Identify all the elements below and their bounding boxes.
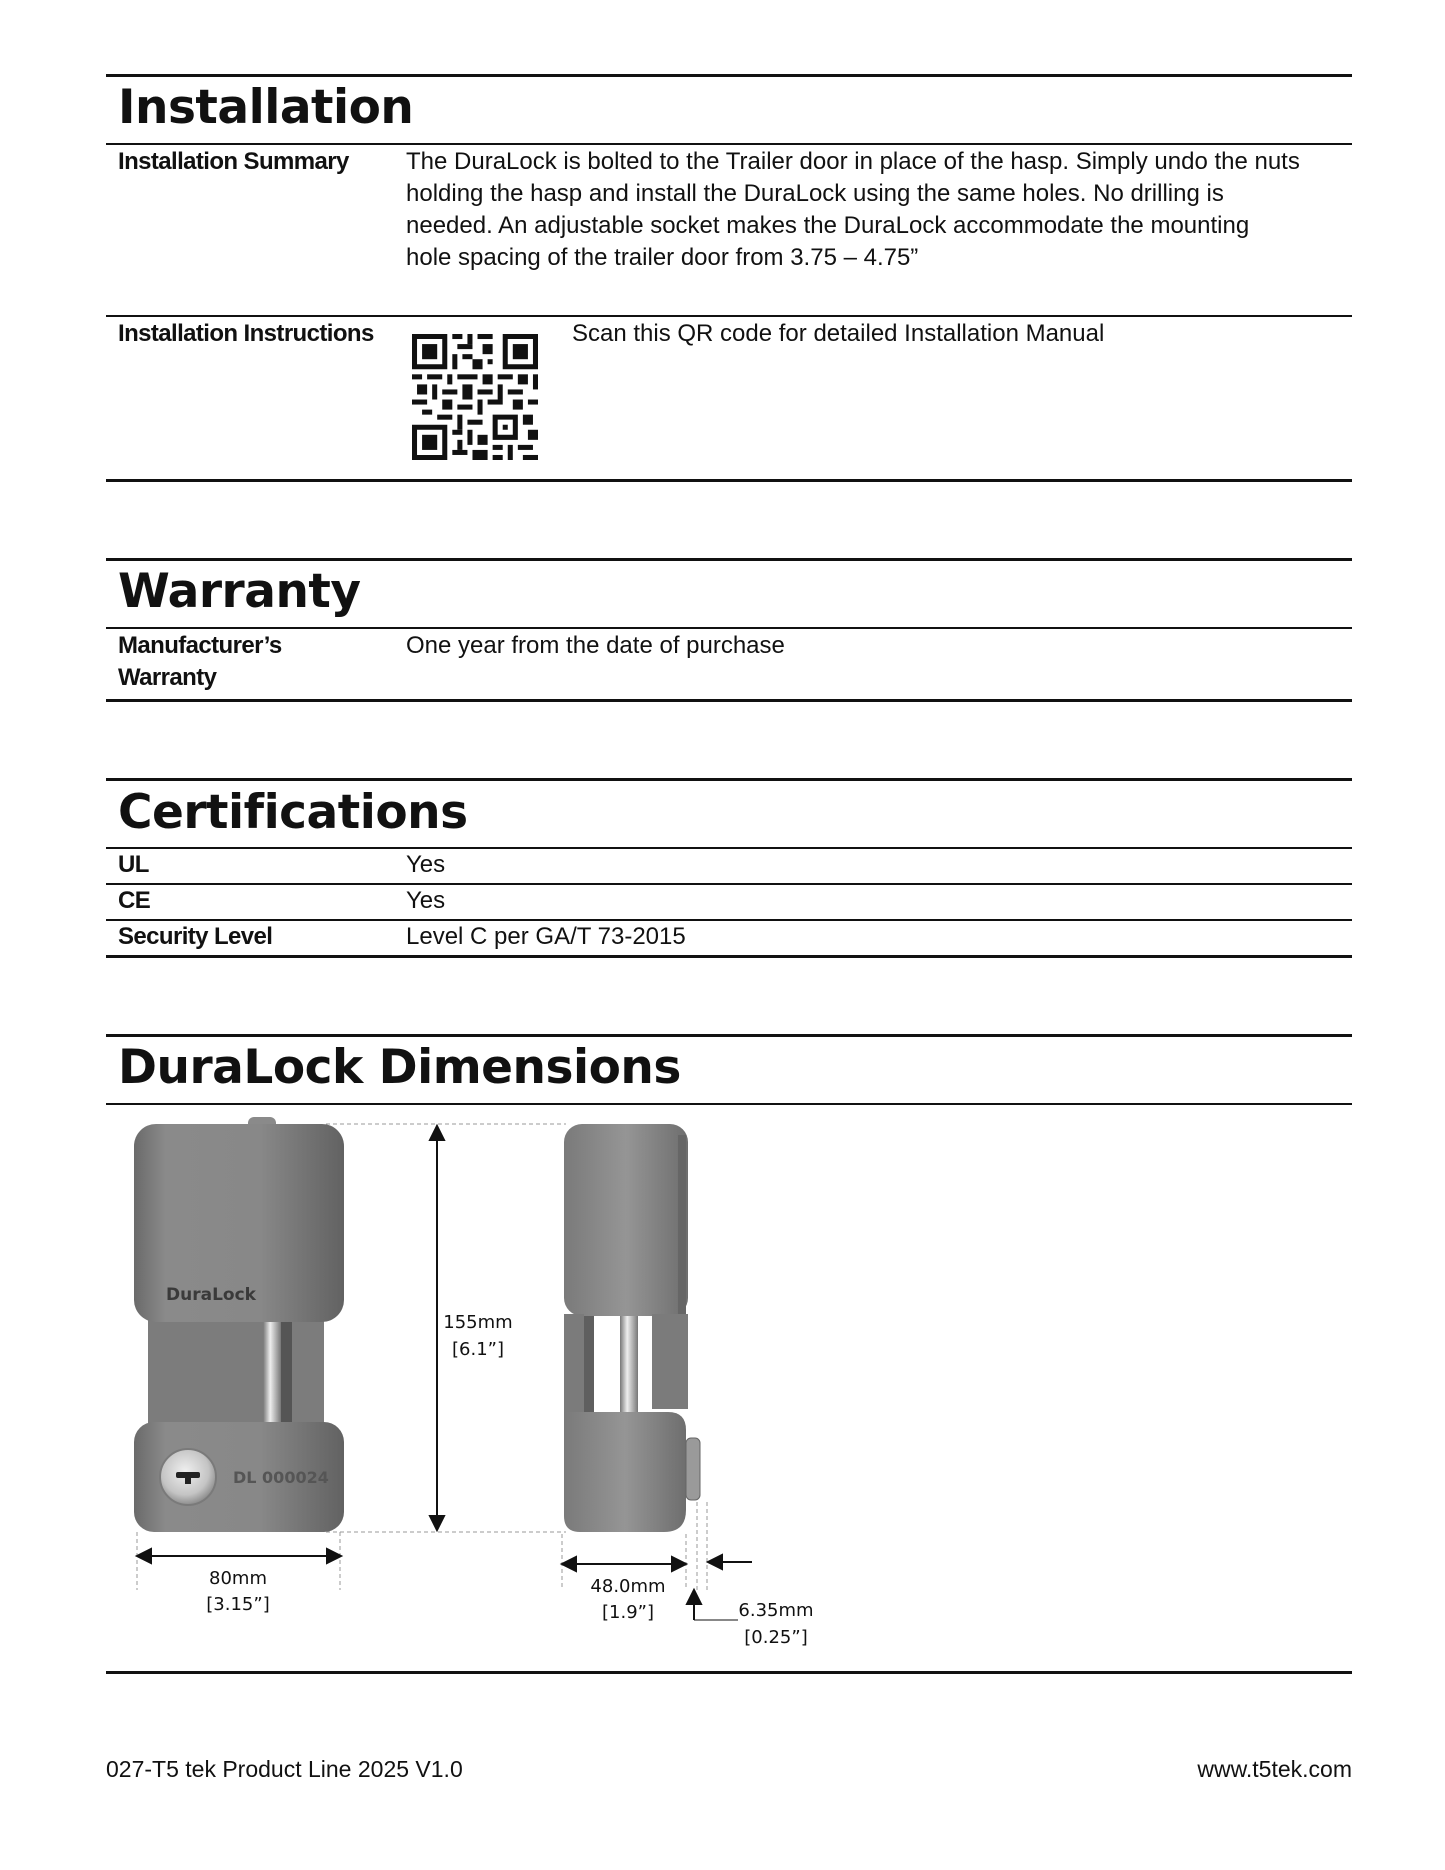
qr-caption: Scan this QR code for detailed Installation Manual bbox=[572, 320, 1105, 347]
dimensions-heading: DuraLock Dimensions bbox=[118, 1040, 681, 1095]
height-mm-label: 155mm bbox=[443, 1312, 513, 1333]
lock-brand-label: DuraLock bbox=[166, 1285, 256, 1305]
cert-label-ul: UL bbox=[118, 851, 149, 878]
installation-summary-label: Installation Summary bbox=[118, 148, 349, 175]
front-view-lock bbox=[134, 1117, 344, 1532]
depth-mm-label: 48.0mm bbox=[590, 1576, 666, 1597]
installation-instructions-label: Installation Instructions bbox=[118, 320, 374, 347]
certifications-heading: Certifications bbox=[118, 785, 468, 840]
depth-in-label: [1.9”] bbox=[602, 1602, 654, 1623]
manufacturer-warranty-label: Manufacturer’s Warranty bbox=[118, 632, 282, 691]
cert-label-security: Security Level bbox=[118, 923, 273, 950]
installation-summary-text: The DuraLock is bolted to the Trailer door in place of the hasp. Simply undo the nuts holding the hasp and install the DuraLock using the same holes. No drilling is needed. An adjustable socket makes the DuraLock accommodate the mounting hole spacing of the trailer door from 3.75 – 4.75” bbox=[406, 148, 1300, 271]
key-mm-label: 6.35mm bbox=[738, 1600, 814, 1621]
height-in-label: [6.1”] bbox=[452, 1339, 504, 1360]
warranty-value: One year from the date of purchase bbox=[406, 632, 785, 659]
footer-document-id: 027-T5 tek Product Line 2025 V1.0 bbox=[106, 1756, 463, 1782]
side-view-lock bbox=[564, 1124, 700, 1532]
cert-value-security: Level C per GA/T 73-2015 bbox=[406, 923, 686, 950]
warranty-heading: Warranty bbox=[118, 564, 361, 619]
cert-label-ce: CE bbox=[118, 887, 151, 914]
width-in-label: [3.15”] bbox=[206, 1594, 270, 1615]
key-in-label: [0.25”] bbox=[744, 1627, 808, 1648]
width-mm-label: 80mm bbox=[209, 1568, 267, 1589]
installation-heading: Installation bbox=[118, 80, 414, 135]
cert-value-ce: Yes bbox=[406, 887, 446, 914]
cert-value-ul: Yes bbox=[406, 851, 446, 878]
section-rule bbox=[106, 1671, 1352, 1674]
footer-website-link[interactable]: www.t5tek.com bbox=[1197, 1756, 1352, 1782]
lock-serial-label: DL 000024 bbox=[233, 1468, 329, 1487]
